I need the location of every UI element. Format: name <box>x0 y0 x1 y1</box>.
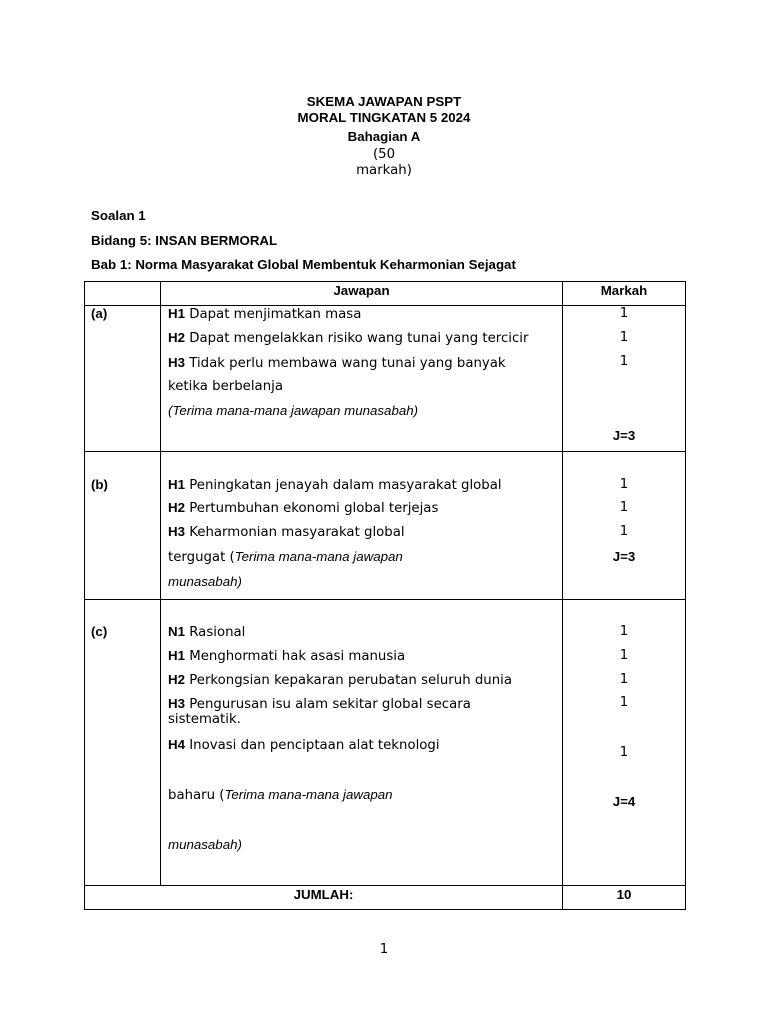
acceptance-note: (Terima mana-mana jawapan munasabah) <box>168 403 419 418</box>
part-total: J=3 <box>612 428 636 443</box>
answer-point: H3 Pengurusan isu alam sekitar global secara <box>168 696 471 712</box>
answer-point: H2 Perkongsian kepakaran perubatan seluruh dunia <box>168 672 512 688</box>
column-header-answer: Jawapan <box>333 283 390 298</box>
part-total: J=3 <box>612 549 636 564</box>
mark-value: 1 <box>619 477 629 492</box>
mark-value: 1 <box>619 695 629 710</box>
acceptance-note: munasabah) <box>168 574 242 589</box>
part-total: J=4 <box>612 794 636 809</box>
page-number: 1 <box>379 942 389 957</box>
answer-point: H1 Peningkatan jenayah dalam masyarakat global <box>168 477 502 493</box>
answer-point-continuation: tergugat (Terima mana-mana jawapan <box>168 549 403 565</box>
total-label: JUMLAH: <box>293 887 354 902</box>
answer-point: H3 Tidak perlu membawa wang tunai yang banyak <box>168 355 506 371</box>
section-marks-line1: (50 <box>372 147 396 162</box>
answer-point-continuation: ketika berbelanja <box>168 379 283 394</box>
answer-point: H1 Menghormati hak asasi manusia <box>168 648 406 664</box>
question-number: Soalan 1 <box>91 208 146 223</box>
answer-point: H2 Pertumbuhan ekonomi global terjejas <box>168 500 439 516</box>
answer-point: N1 Rasional <box>168 624 246 640</box>
section-title: Bahagian A <box>347 129 421 144</box>
mark-value: 1 <box>619 672 629 687</box>
answer-point-continuation: sistematik. <box>168 712 241 727</box>
part-label: (b) <box>91 477 108 492</box>
mark-value: 1 <box>619 330 629 345</box>
question-chapter: Bab 1: Norma Masyarakat Global Membentuk Keharmonian Sejagat <box>91 257 516 272</box>
mark-value: 1 <box>619 745 629 760</box>
total-value: 10 <box>616 887 632 902</box>
answer-point: H1 Dapat menjimatkan masa <box>168 306 362 322</box>
mark-value: 1 <box>619 648 629 663</box>
column-header-marks: Markah <box>600 283 648 298</box>
acceptance-note: munasabah) <box>168 837 242 852</box>
question-field: Bidang 5: INSAN BERMORAL <box>91 233 278 248</box>
answer-point: H2 Dapat mengelakkan risiko wang tunai yang tercicir <box>168 330 529 346</box>
part-label: (a) <box>91 306 108 321</box>
document-title: SKEMA JAWAPAN PSPT <box>306 94 462 109</box>
document-subtitle: MORAL TINGKATAN 5 2024 <box>297 110 471 125</box>
part-label: (c) <box>91 624 108 639</box>
mark-value: 1 <box>619 524 629 539</box>
mark-value: 1 <box>619 306 629 321</box>
answer-point: H3 Keharmonian masyarakat global <box>168 524 405 540</box>
section-marks-line2: markah) <box>356 163 412 178</box>
answer-point-continuation: baharu (Terima mana-mana jawapan <box>168 787 393 803</box>
mark-value: 1 <box>619 354 629 369</box>
answer-point: H4 Inovasi dan penciptaan alat teknologi <box>168 737 440 753</box>
mark-value: 1 <box>619 500 629 515</box>
mark-value: 1 <box>619 624 629 639</box>
